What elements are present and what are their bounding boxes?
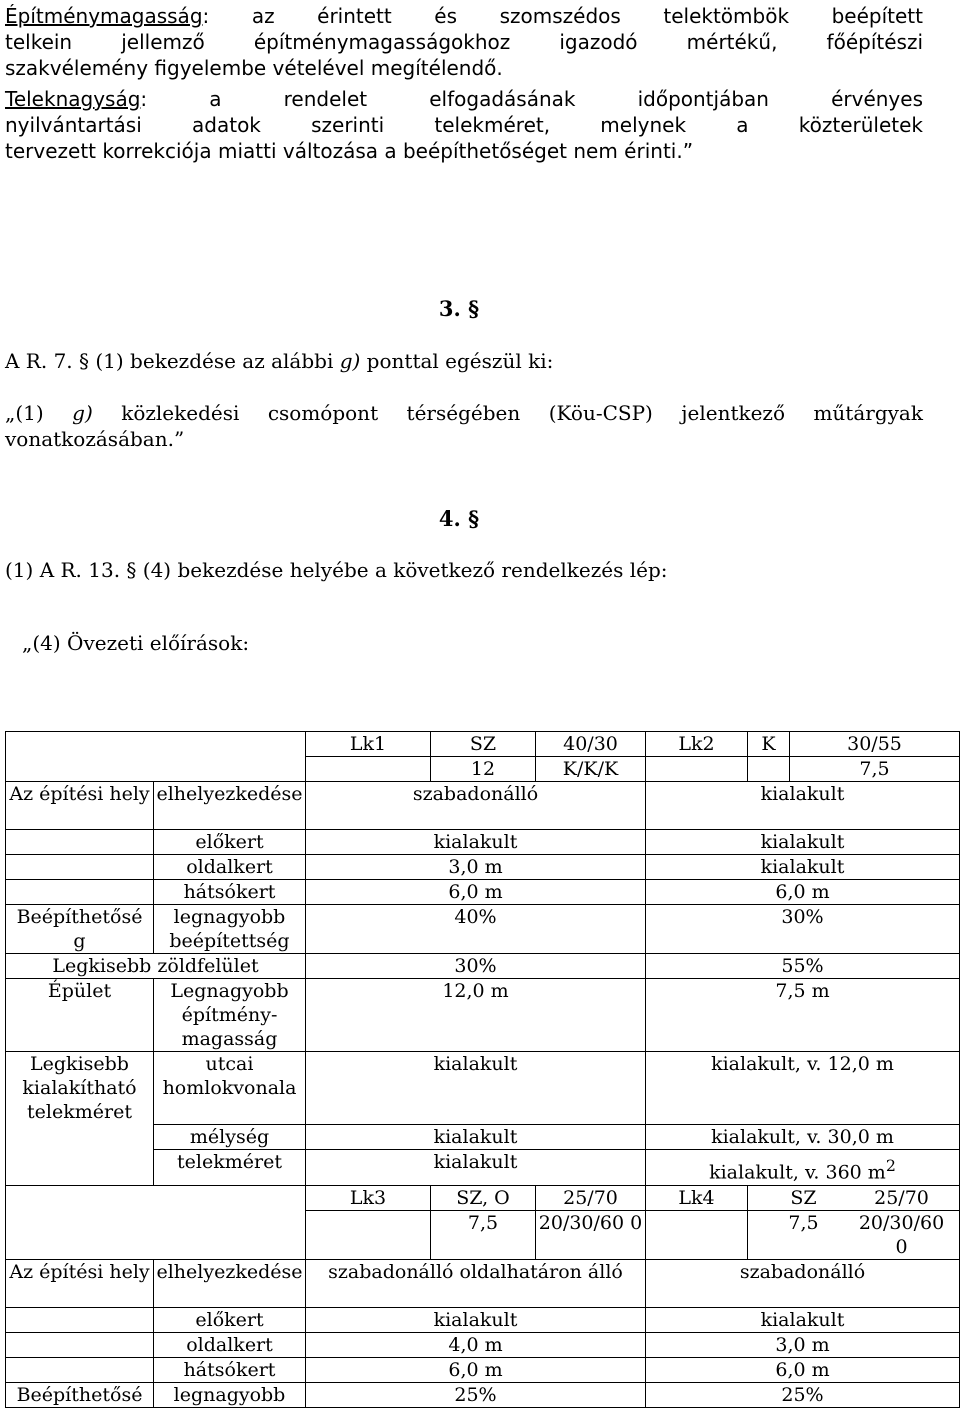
table-cell: 3,0 m (306, 855, 646, 880)
table-cell: 6,0 m (646, 1357, 960, 1382)
table-cell: 12,0 m (306, 979, 646, 1052)
building-height-line1: Építménymagasság: az érintett és szomszédos telektömbök beépített (5, 4, 923, 28)
table-cell (646, 757, 748, 782)
building-height-line3: szakvélemény figyelembe vételével megítélendő. (5, 56, 503, 80)
table-cell: kialakult (306, 1149, 646, 1185)
table-cell: elhelyezkedése (154, 1259, 306, 1307)
table-cell: telekméret (154, 1149, 306, 1185)
table-cell: Legnagyobb építmény-magasság (154, 979, 306, 1052)
table-cell: 4,0 m (306, 1332, 646, 1357)
table-row (6, 732, 960, 757)
table-cell: 20/30/60 0 (536, 1210, 646, 1259)
table-cell (6, 1149, 154, 1185)
table-cell: SZ 25/70 (748, 1185, 960, 1210)
table-cell (306, 757, 431, 782)
table-row (6, 1307, 960, 1332)
table-row (6, 830, 960, 855)
table-cell: kialakult (646, 782, 960, 830)
table-cell (6, 1332, 154, 1357)
table-cell: szabadonálló (646, 1259, 960, 1307)
table-row (6, 1052, 960, 1125)
table-cell: kialakult, v. 360 $m^2$ (646, 1149, 960, 1185)
table-cell: elhelyezkedése (154, 782, 306, 830)
table-cell: oldalkert (154, 855, 306, 880)
table-cell (6, 1124, 154, 1149)
table-row (6, 1185, 960, 1210)
table-row (6, 905, 960, 954)
plot-size-line3: tervezett korrekciója miatti változása a beépíthetőséget nem érinti.” (5, 139, 694, 163)
table-cell: 30/55 (790, 732, 960, 757)
table-cell (6, 880, 154, 905)
table-cell: 7,5 (790, 757, 960, 782)
table-cell: 7,5 20/30/60 0 (748, 1210, 960, 1259)
table-row (6, 979, 960, 1052)
table-row (6, 1382, 960, 1407)
table-cell: hátsókert (154, 880, 306, 905)
table-cell: Lk1 (306, 732, 431, 757)
table-cell (6, 732, 306, 782)
table-cell: oldalkert (154, 1332, 306, 1357)
zoning-table (5, 731, 960, 1408)
section-4-heading: 4. § (438, 506, 480, 531)
table-cell: kialakult, v. 30,0 m (646, 1124, 960, 1149)
table-cell: legnagyobb beépítettség (154, 905, 306, 954)
table-cell: 25/70 (536, 1185, 646, 1210)
table-cell (6, 855, 154, 880)
table-cell: szabadonálló (306, 782, 646, 830)
table-cell: 30% (306, 954, 646, 979)
table-cell (6, 830, 154, 855)
table-cell: Lk2 (646, 732, 748, 757)
table-cell: mélység (154, 1124, 306, 1149)
table-cell: 7,5 m (646, 979, 960, 1052)
table-row (6, 782, 960, 830)
table-cell (306, 1210, 431, 1259)
table-row (6, 1149, 960, 1185)
table-cell: előkert (154, 1307, 306, 1332)
table-cell: Lk3 (306, 1185, 431, 1210)
zoning-rules-title: „(4) Övezeti előírások: (22, 631, 250, 655)
plot-size-term: Teleknagyság (5, 87, 141, 111)
table-cell: kialakult (646, 855, 960, 880)
table-cell: 25% (646, 1382, 960, 1407)
table-cell (6, 1185, 306, 1259)
table-cell: SZ (431, 732, 536, 757)
table-cell: kialakult (646, 1307, 960, 1332)
table-cell: 7,5 (431, 1210, 536, 1259)
table-cell (6, 1357, 154, 1382)
table-cell: Beépíthetősé (6, 1382, 154, 1407)
table-cell: kialakult (306, 830, 646, 855)
table-cell (646, 1210, 748, 1259)
table-cell: kialakult (306, 1307, 646, 1332)
table-cell: 40/30 (536, 732, 646, 757)
section-3-paragraph: A R. 7. § (1) bekezdése az alábbi g) ponttal egészül ki: (5, 349, 554, 373)
table-cell: Az építési hely (6, 782, 154, 830)
table-row (6, 1332, 960, 1357)
building-height-term: Építménymagasság (5, 4, 203, 28)
table-cell: 6,0 m (306, 880, 646, 905)
table-cell: 6,0 m (306, 1357, 646, 1382)
table-cell: előkert (154, 830, 306, 855)
table-cell: K/K/K (536, 757, 646, 782)
table-row (6, 954, 960, 979)
table-cell (6, 1307, 154, 1332)
table-row (6, 855, 960, 880)
table-cell: Az építési hely (6, 1259, 154, 1307)
table-cell: 6,0 m (646, 880, 960, 905)
table-cell: 3,0 m (646, 1332, 960, 1357)
table-cell: 40% (306, 905, 646, 954)
table-cell: Épület (6, 979, 154, 1052)
table-cell: legnagyobb (154, 1382, 306, 1407)
table-cell: Legkisebb zöldfelület (6, 954, 306, 979)
section-3-quote-line2: vonatkozásában.” (5, 427, 185, 451)
table-cell: Lk4 (646, 1185, 748, 1210)
table-cell: kialakult, v. 12,0 m (646, 1052, 960, 1125)
table-row (6, 880, 960, 905)
table-row (6, 1357, 960, 1382)
table-cell: Legkisebb kialakítható telekméret (6, 1052, 154, 1125)
table-cell (748, 757, 790, 782)
table-row (6, 1124, 960, 1149)
table-cell: kialakult (646, 830, 960, 855)
section-3-heading: 3. § (438, 296, 480, 321)
table-cell: hátsókert (154, 1357, 306, 1382)
building-height-line2: telkein jellemző építménymagasságokhoz igazodó mértékű, főépítészi (5, 30, 923, 54)
table-cell: 30% (646, 905, 960, 954)
section-3-quote-line1: „(1) g) közlekedési csomópont térségében (Köu-CSP) jelentkező műtárgyak (5, 401, 923, 425)
table-cell: 12 (431, 757, 536, 782)
table-cell: 25% (306, 1382, 646, 1407)
plot-size-line2: nyilvántartási adatok szerinti telekméret, melynek a közterületek (5, 113, 923, 137)
table-cell: K (748, 732, 790, 757)
table-cell: SZ, O (431, 1185, 536, 1210)
section-4-paragraph: (1) A R. 13. § (4) bekezdése helyébe a következő rendelkezés lép: (5, 558, 668, 582)
table-row (6, 1259, 960, 1307)
table-cell: szabadonálló oldalhatáron álló (306, 1259, 646, 1307)
table-cell: Beépíthetősé g (6, 905, 154, 954)
plot-size-line1: Teleknagyság: a rendelet elfogadásának időpontjában érvényes (5, 87, 923, 111)
table-cell: kialakult (306, 1052, 646, 1125)
table-cell: kialakult (306, 1124, 646, 1149)
table-cell: 55% (646, 954, 960, 979)
table-cell: utcai homlokvonala (154, 1052, 306, 1125)
